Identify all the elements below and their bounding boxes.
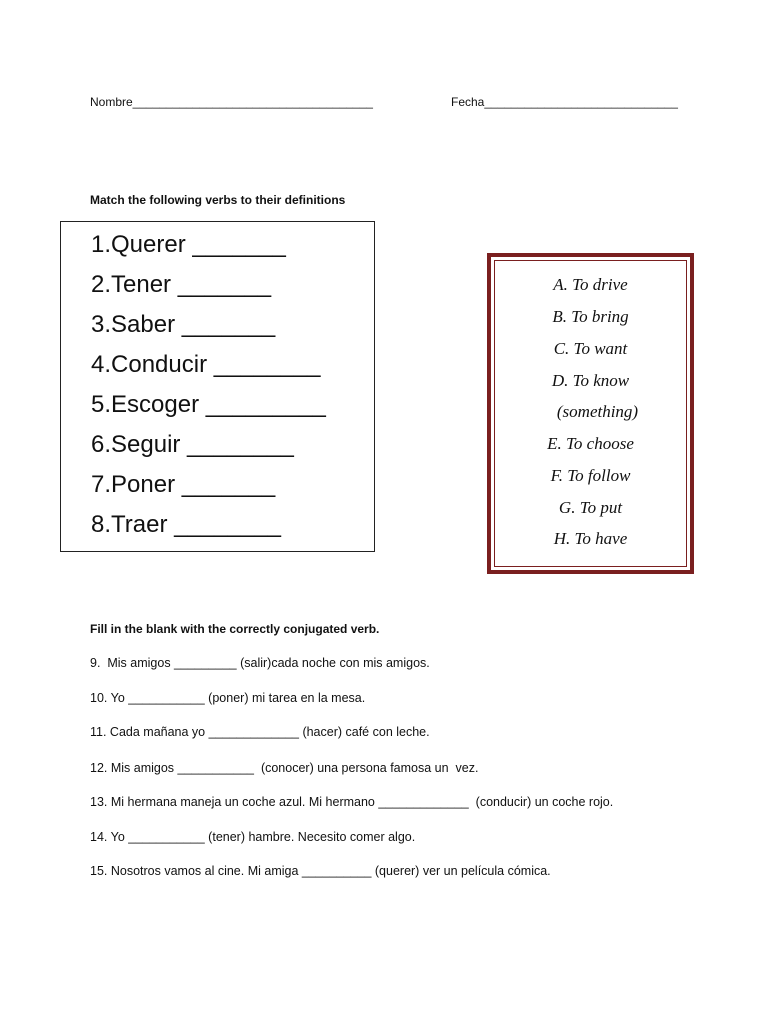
definition-c: C. To want bbox=[553, 339, 628, 358]
sentence-14: 14. Yo ___________ (tener) hambre. Necesito comer algo. bbox=[90, 830, 416, 844]
definitions-inner-border bbox=[494, 260, 687, 567]
matching-instructions: Match the following verbs to their definitions bbox=[90, 193, 346, 207]
definitions-box bbox=[487, 253, 694, 574]
verb-item-4: 4.Conducir ________ bbox=[91, 351, 321, 378]
sentence-15: 15. Nosotros vamos al cine. Mi amiga __________ (querer) ver un película cómica. bbox=[90, 864, 551, 878]
definition-d-continuation: (something) bbox=[556, 402, 639, 421]
sentence-11: 11. Cada mañana yo _____________ (hacer) café con leche. bbox=[90, 725, 430, 739]
definition-h: H. To have bbox=[553, 529, 628, 548]
verb-item-3: 3.Saber _______ bbox=[91, 311, 276, 338]
definition-d: D. To know bbox=[551, 371, 630, 390]
sentence-13: 13. Mi hermana maneja un coche azul. Mi hermano _____________ (conducir) un coche rojo. bbox=[90, 795, 614, 809]
definition-a: A. To drive bbox=[553, 275, 628, 294]
verb-item-2: 2.Tener _______ bbox=[91, 271, 272, 298]
definition-f: F. To follow bbox=[550, 466, 631, 485]
verb-item-5: 5.Escoger _________ bbox=[91, 391, 326, 418]
verb-item-8: 8.Traer ________ bbox=[91, 511, 281, 538]
sentence-12: 12. Mis amigos ___________ (conocer) una persona famosa un vez. bbox=[90, 761, 479, 775]
definition-b: B. To bring bbox=[552, 307, 629, 326]
fill-in-instructions: Fill in the blank with the correctly conjugated verb. bbox=[90, 622, 380, 636]
verb-item-1: 1.Querer _______ bbox=[91, 231, 286, 258]
verb-item-7: 7.Poner _______ bbox=[91, 471, 276, 498]
verbs-box bbox=[60, 221, 375, 552]
verb-item-6: 6.Seguir ________ bbox=[91, 431, 294, 458]
definition-e: E. To choose bbox=[547, 434, 634, 453]
sentence-10: 10. Yo ___________ (poner) mi tarea en la mesa. bbox=[90, 691, 366, 705]
name-field-label: Nombre____________________________________ bbox=[90, 95, 373, 109]
sentence-9: 9. Mis amigos _________ (salir)cada noche con mis amigos. bbox=[90, 656, 430, 670]
date-field-label: Fecha_____________________________ bbox=[451, 95, 678, 109]
definition-g: G. To put bbox=[558, 498, 623, 517]
